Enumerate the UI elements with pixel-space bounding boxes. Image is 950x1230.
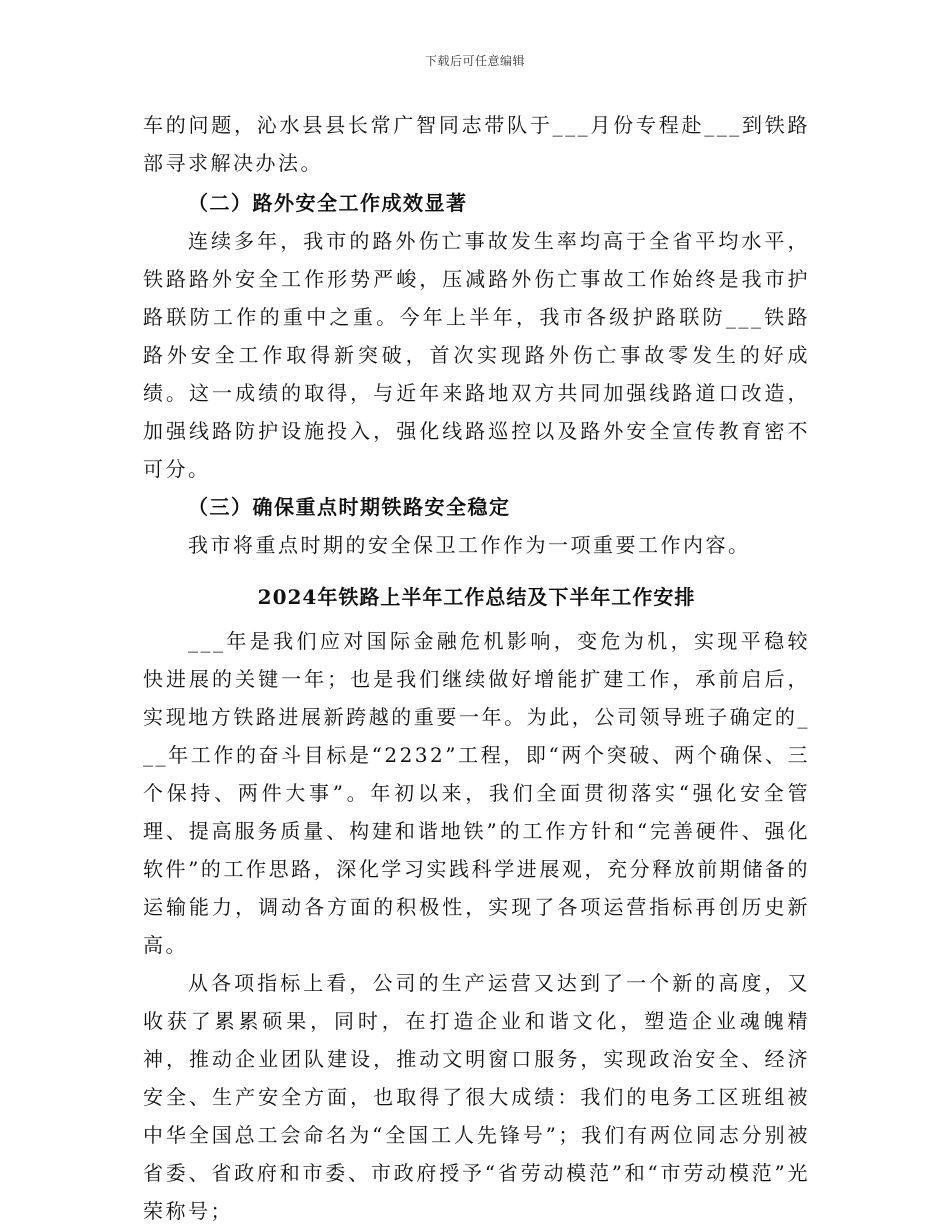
section-heading-2: （二）路外安全工作成效显著	[188, 191, 468, 215]
running-header: 下载后可任意编辑	[424, 54, 525, 68]
section-heading-3: （三）确保重点时期铁路安全稳定	[188, 495, 511, 519]
document-title: 2024年铁路上半年工作总结及下半年工作安排	[257, 585, 696, 609]
paragraph-key-period: 我市将重点时期的安全保卫工作作为一项重要工作内容。	[188, 533, 751, 557]
paragraph-achievements: 从各项指标上看，公司的生产运营又达到了一个新的高度，又收获了累累硕果，同时，在打造企业和谐文化，塑造企业魂魄精神，推动企业团队建设，推动文明窗口服务，实现政治安全、经济安全、生产安全方面，也取得了很大成绩：我们的电务工区班组被中华全国总工会命名为“全国工人先锋号”；我们有两位同志分别被省委、省政府和市委、市政府授予“省劳动模范”和“市劳动模范”光荣称号；	[143, 971, 810, 1223]
paragraph-continuation: 车的问题，沁水县县长常广智同志带队于___月份专程赴___到铁路部寻求解决办法。	[143, 113, 810, 175]
paragraph-annual-goals: ___年是我们应对国际金融危机影响，变危为机，实现平稳较快进展的关键一年；也是我们继续做好增能扩建工作，承前启后，实现地方铁路进展新跨越的重要一年。为此，公司领导班子确定的___年工作的奋斗目标是“2232”工程，即“两个突破、两个确保、三个保持、两件大事”。年初以来，我们全面贯彻落实“强化安全管理、提高服务质量、构建和谐地铁”的工作方针和“完善硬件、强化软件”的工作思路，深化学习实践科学进展观，充分释放前期储备的运输能力，调动各方面的积极性，实现了各项运营指标再创历史新高。	[143, 629, 810, 957]
document-body	[143, 106, 810, 1230]
paragraph-offroad-safety: 连续多年，我市的路外伤亡事故发生率均高于全省平均水平，铁路路外安全工作形势严峻，压减路外伤亡事故工作始终是我市护路联防工作的重中之重。今年上半年，我市各级护路联防___铁路路外安全工作取得新突破，首次实现路外伤亡事故零发生的好成绩。这一成绩的取得，与近年来路地双方共同加强线路道口改造，加强线路防护设施投入，强化线路巡控以及路外安全宣传教育密不可分。	[143, 229, 810, 481]
